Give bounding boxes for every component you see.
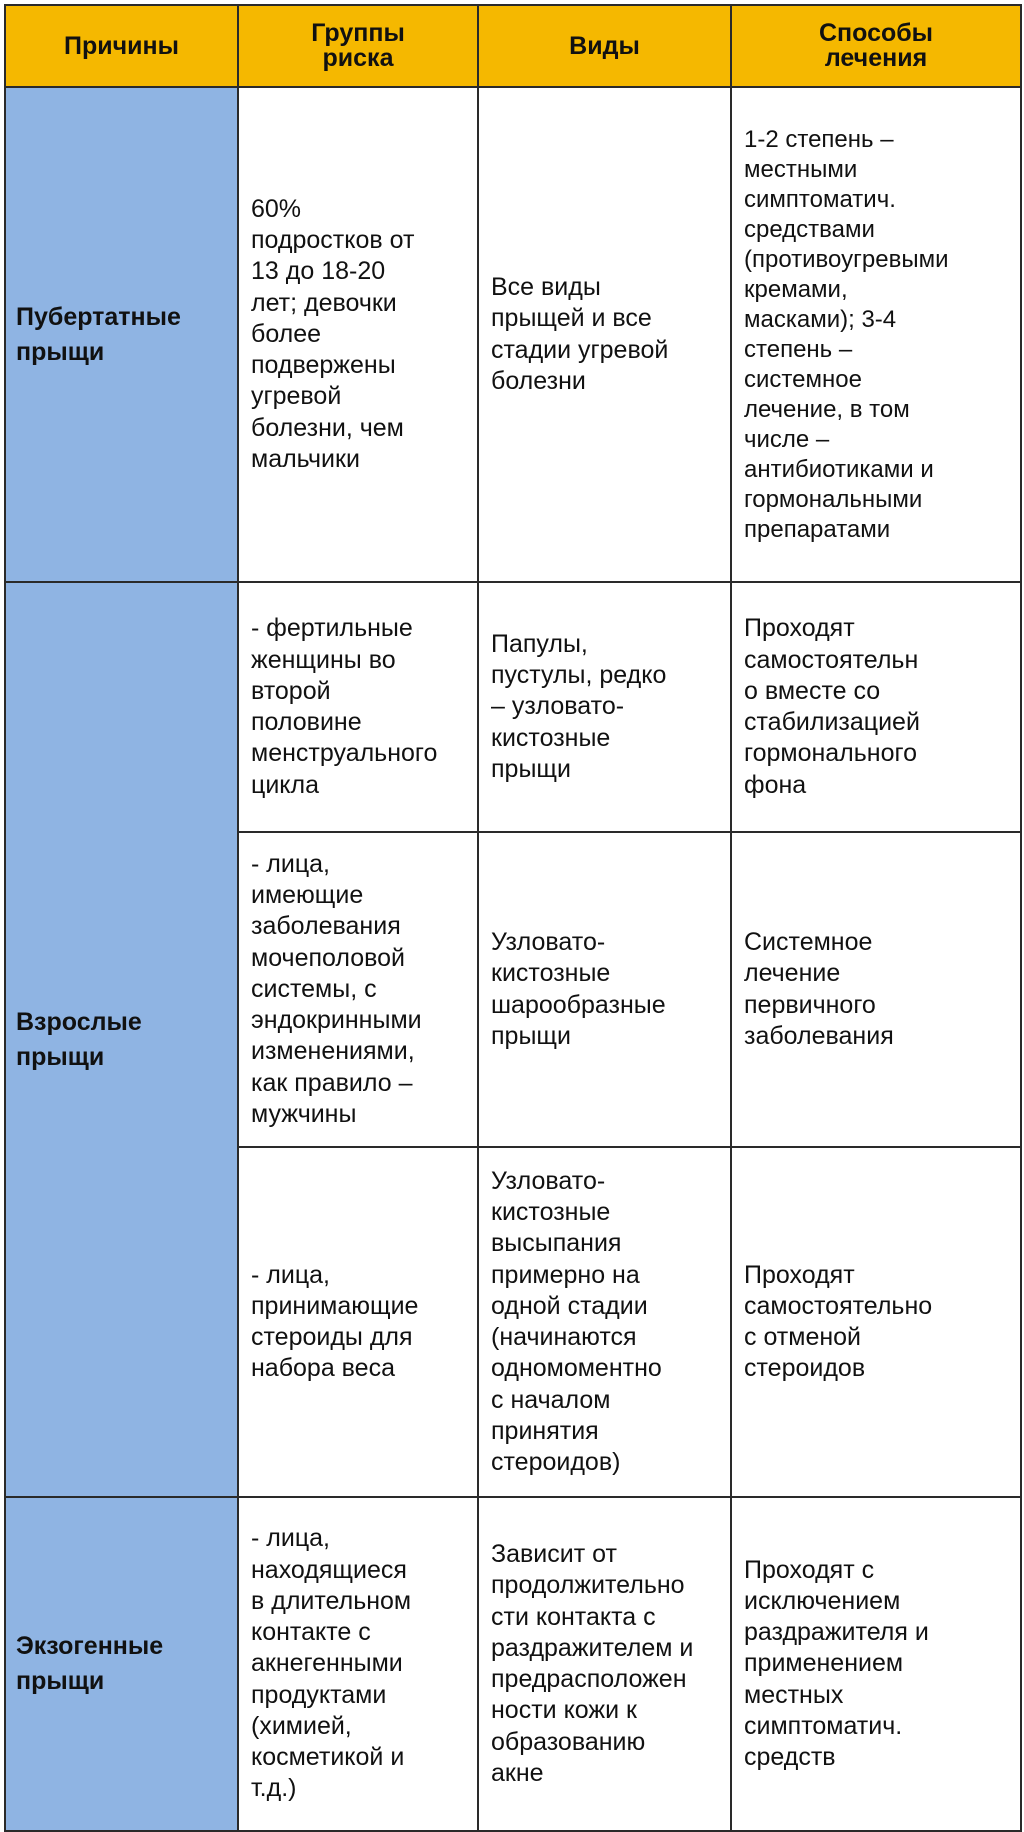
treatment-cell	[731, 832, 1021, 1147]
treatment-text: Проходят с исключением раздражителя и применением местных симптоматич. средств	[744, 1555, 929, 1772]
types-text: Узловато- кистозные высыпания примерно на одной стадии (начинаются одномоментно с началом принятия стероидов)	[491, 1166, 662, 1476]
risk-cell	[238, 832, 478, 1147]
table-row-exogenous	[5, 1497, 1021, 1831]
risk-text: - лица, имеющие заболевания мочеполовой системы, с эндокринными изменениями, как правило – мужчины	[251, 849, 422, 1128]
risk-text: - лица, принимающие стероиды для набора веса	[251, 1260, 419, 1383]
cause-label: Экзогенные прыщи	[16, 1632, 164, 1695]
treatment-cell	[731, 582, 1021, 832]
treatment-cell	[731, 1497, 1021, 1831]
treatment-text: Системное лечение первичного заболевания	[744, 928, 894, 1050]
risk-text: - фертильные женщины во второй половине менструального цикла	[251, 614, 438, 799]
types-cell	[478, 832, 731, 1147]
types-cell	[478, 87, 731, 582]
risk-cell	[238, 582, 478, 832]
header-treatment: Способы лечения	[731, 5, 1021, 87]
treatment-text: Проходят самостоятельно с отменой стероидов	[744, 1260, 933, 1383]
types-text: Папулы, пустулы, редко – узловато- кистозные прыщи	[491, 629, 667, 783]
treatment-cell	[731, 1147, 1021, 1497]
cause-cell	[5, 1497, 238, 1831]
header-causes: Причины	[5, 5, 238, 87]
acne-table	[4, 4, 1022, 1832]
table-row-pubertal	[5, 87, 1021, 582]
types-cell	[478, 1497, 731, 1831]
risk-cell	[238, 87, 478, 582]
types-cell	[478, 582, 731, 832]
risk-text: 60% подростков от 13 до 18-20 лет; девочки более подвержены угревой болезни, чем мальчики	[251, 194, 415, 473]
risk-text: - лица, находящиеся в длительном контакте с акнегенными продуктами (химией, косметикой и т.д.)	[251, 1524, 412, 1803]
cause-label: Пубертатные прыщи	[16, 302, 181, 366]
cause-cell	[5, 582, 238, 1497]
types-cell	[478, 1147, 731, 1497]
treatment-cell	[731, 87, 1021, 582]
table-row-adult-1	[5, 582, 1021, 832]
header-row	[5, 5, 1021, 87]
risk-cell	[238, 1147, 478, 1497]
types-text: Узловато- кистозные шарообразные прыщи	[491, 928, 666, 1050]
types-text: Все виды прыщей и все стадии угревой болезни	[491, 273, 669, 395]
treatment-text: Проходят самостоятельн о вместе со стабилизацией гормонального фона	[744, 614, 920, 799]
cause-cell	[5, 87, 238, 582]
types-text: Зависит от продолжительно сти контакта с раздражителем и предрасположен ности кожи к образованию акне	[491, 1540, 694, 1787]
header-risk-groups: Группы риска	[238, 5, 478, 87]
risk-cell	[238, 1497, 478, 1831]
cause-label: Взрослые прыщи	[16, 1007, 142, 1071]
header-types: Виды	[478, 5, 731, 87]
treatment-text: 1-2 степень – местными симптоматич. средствами (противоугревыми кремами, масками); 3-4 степень – системное лечение, в том числе – антибиотиками и гормональными препаратами	[744, 125, 949, 543]
